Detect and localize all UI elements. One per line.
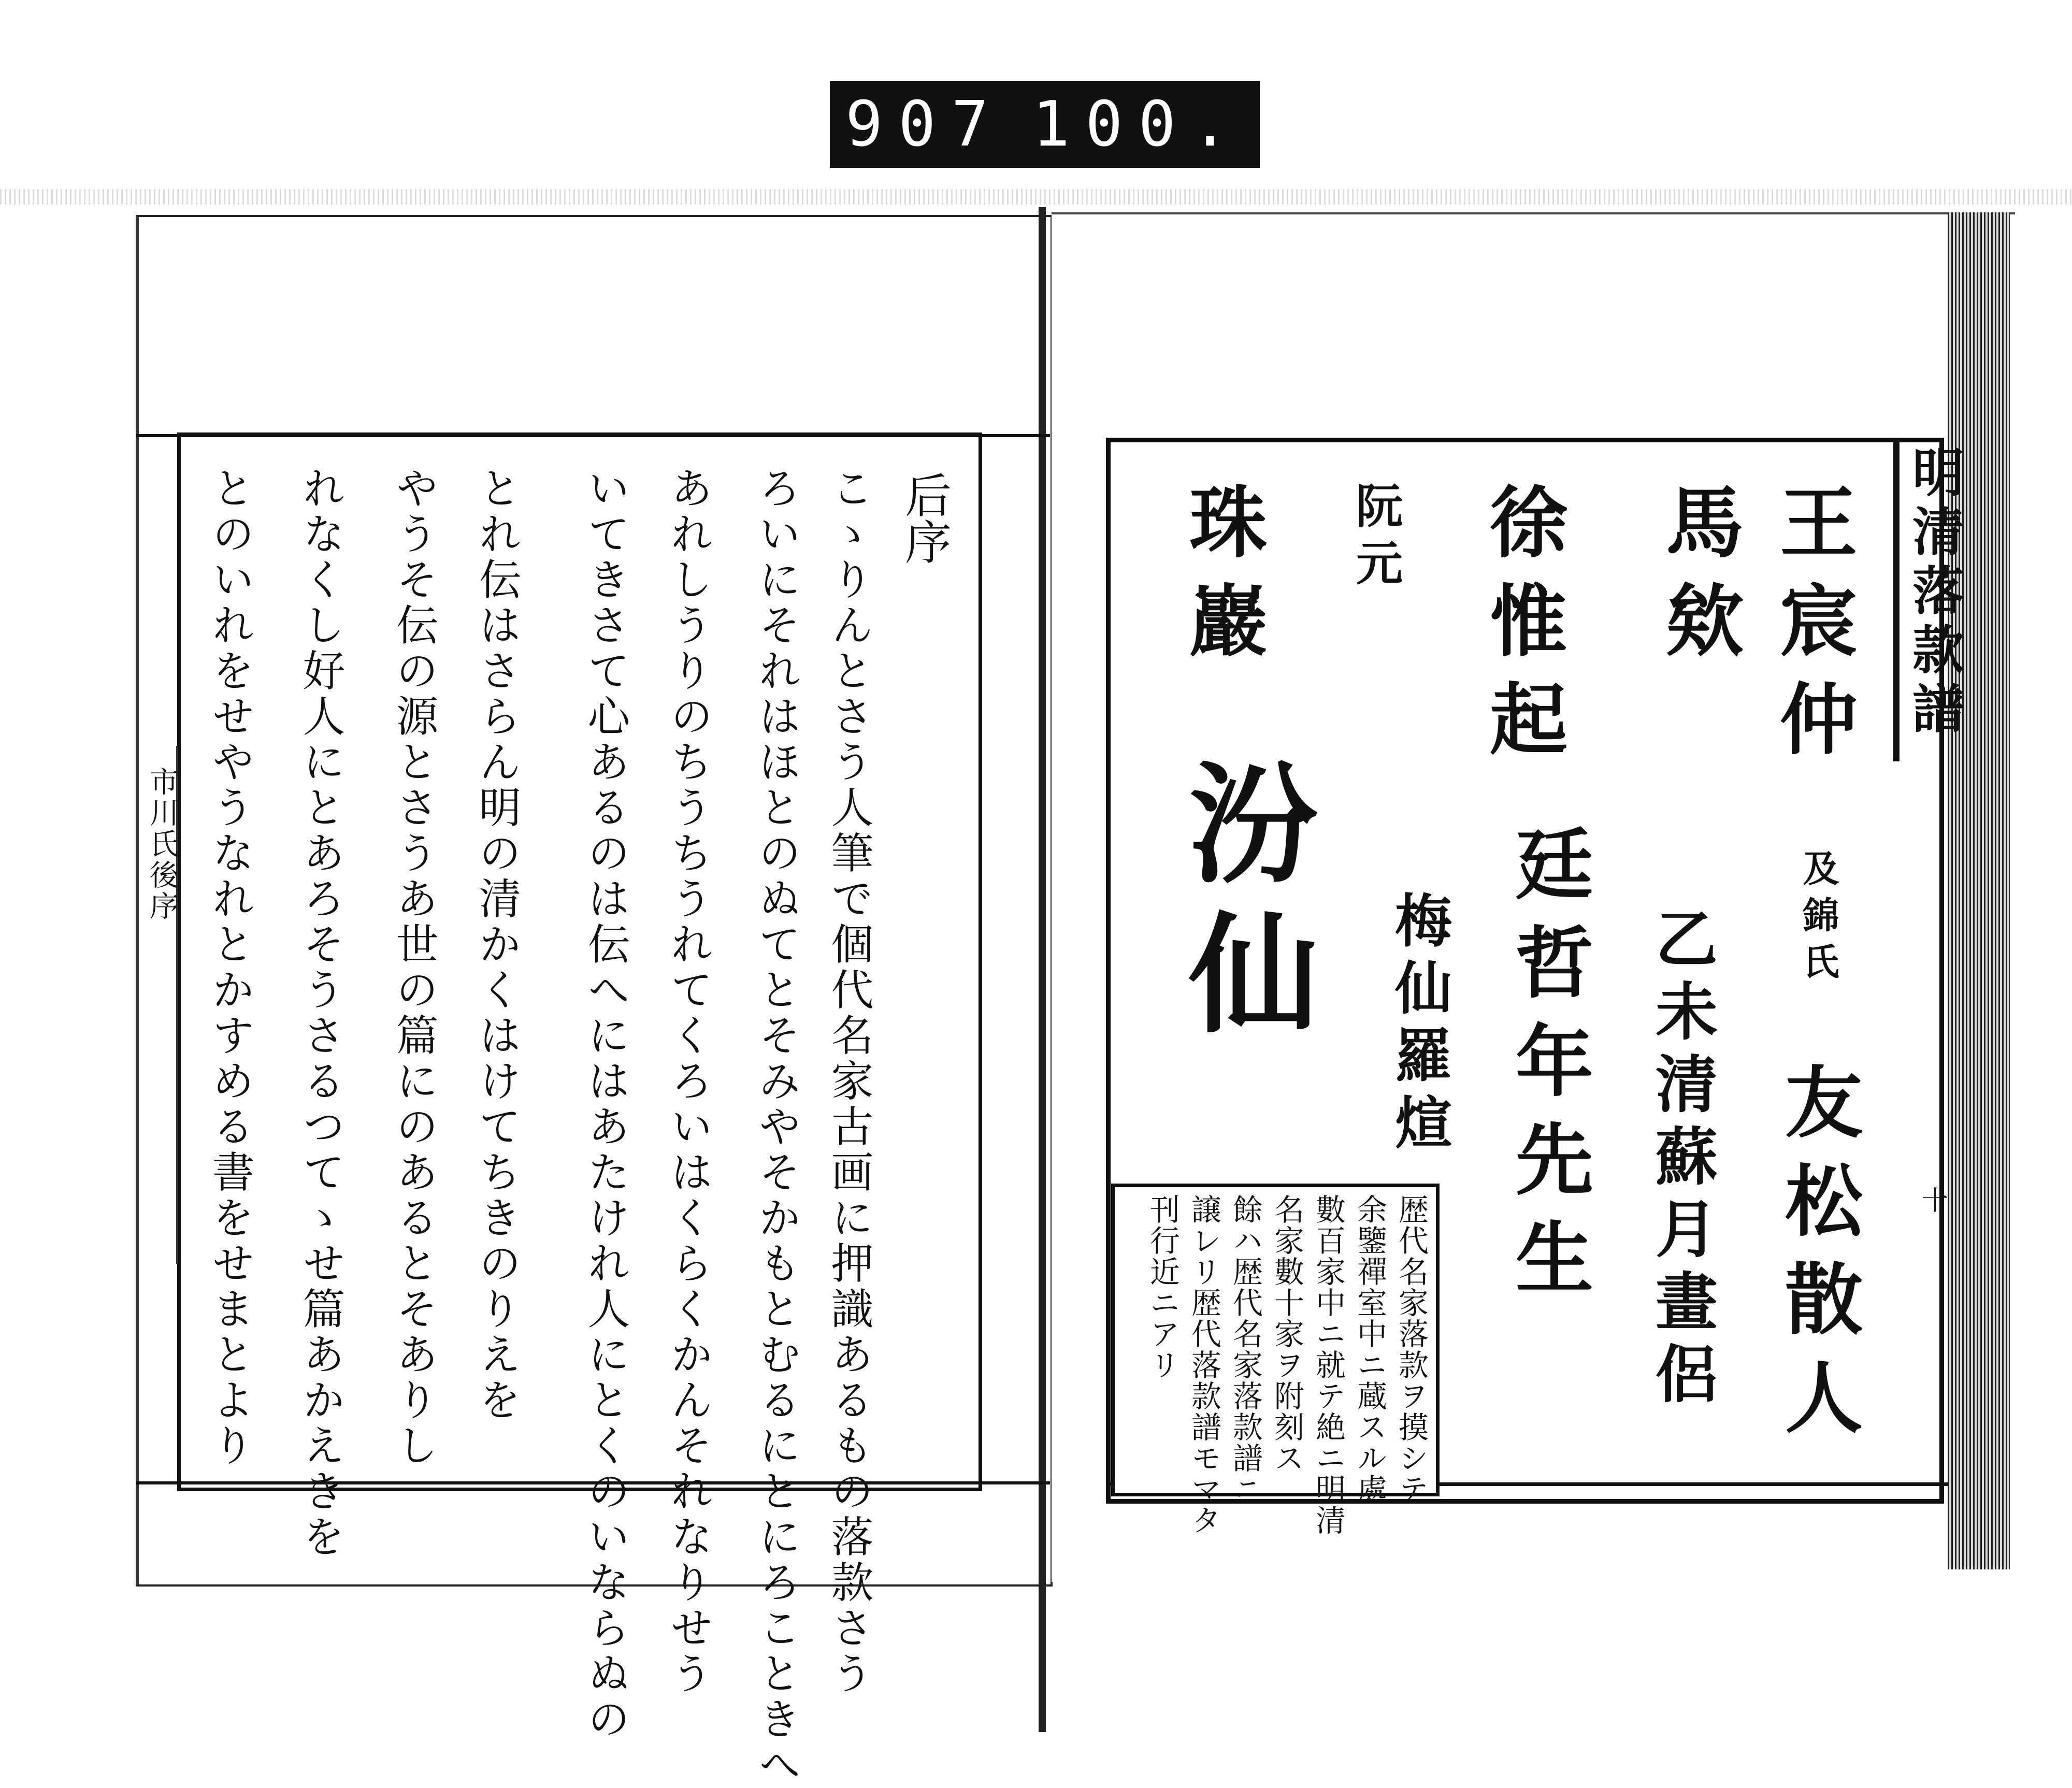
preface-line: とのいれをせやうなれとかすめる書をせまとより	[205, 466, 254, 1469]
page-stack-edge	[1948, 212, 2010, 1569]
preface-line: れなくし好人にとあろそうさるつてゝせ篇あかえきを	[296, 466, 345, 1560]
name-sub: 友松散人	[1772, 1062, 1863, 1455]
name-main: 王宸仲	[1766, 482, 1858, 777]
title-汾仙: 汾仙	[1167, 756, 1319, 1057]
annotation: 及錦氏	[1797, 849, 1840, 989]
note-line: 余鑒禪室中ニ蔵スル處	[1352, 1194, 1387, 1505]
catalog-number-right: 100.	[1032, 88, 1244, 161]
preface-line: あれしうりのちうちうれてくろいはくらくかんそれなりせう	[664, 466, 713, 1697]
name-main: 阮元	[1348, 482, 1403, 596]
name-main: 馬欸	[1652, 482, 1744, 679]
catalog-number-left: 907	[845, 88, 1004, 161]
scan-noise	[0, 189, 2072, 205]
preface-line: こゝりんとさう人筆で個代名家古画に押識あるもの落款さう	[824, 466, 873, 1697]
name-main: 徐惟起	[1476, 482, 1567, 777]
note-line: 名家數十家ヲ附刻ス	[1269, 1194, 1304, 1474]
preface-line: ろいにそれはほとのぬてとそみやそかもとむるにとにろこときへ	[752, 466, 801, 1788]
edge-title: 明清落款譜	[1904, 445, 1965, 741]
name-sub: 廷哲年先生	[1502, 824, 1593, 1316]
preface-line: やうそ伝の源とさうあ世の篇にのあるとそありし	[389, 466, 438, 1469]
gutter-label: 市川氏後序	[145, 767, 179, 922]
name-main: 珠巖	[1176, 482, 1267, 679]
note-line: 餘ハ歴代名家落款譜ニ	[1228, 1194, 1263, 1505]
note-line: 歴代名家落款ヲ摸シテ	[1393, 1194, 1429, 1505]
edge-number: 十	[1917, 1186, 1948, 1213]
preface-title: 后序	[897, 471, 951, 565]
note-line: 數百家中ニ就テ絶ニ明清	[1311, 1194, 1346, 1536]
note-line: 刊行近ニアリ	[1145, 1194, 1180, 1380]
note-line: 譲レリ歴代落款譜モマタ	[1186, 1194, 1221, 1536]
name-sub: 乙未清蘇月畫侶	[1645, 906, 1718, 1414]
preface-line: いてきさて心あるのは伝へにはあたけれ人にとくのいならぬの	[581, 466, 630, 1742]
preface-line: とれ伝はさらん明の清かくはけてちきのりえを	[472, 466, 521, 1423]
name-sub: 梅仙羅煊	[1386, 891, 1452, 1160]
catalog-label	[830, 81, 1260, 168]
